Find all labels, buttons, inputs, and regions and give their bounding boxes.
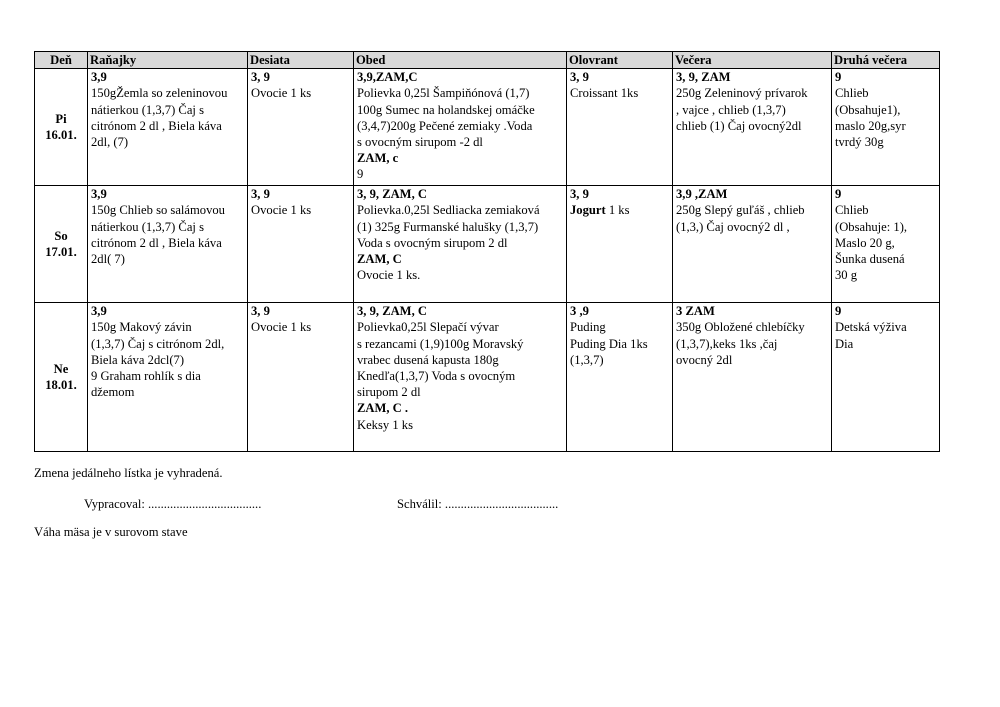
allergens: 3, 9: [251, 304, 270, 319]
vecera-cell: [673, 303, 832, 452]
meal-line: Ovocie 1 ks: [251, 320, 312, 335]
meal-line: 150g Makový závin: [91, 320, 192, 335]
meal-line: Voda s ovocným sirupom 2 dl: [357, 235, 508, 250]
allergens: 9: [835, 304, 842, 319]
meal-line: [570, 202, 670, 218]
day-date: 17.01.: [45, 245, 77, 260]
meal-line: Ovocie 1 ks.: [357, 268, 421, 283]
desiata-cell: [248, 303, 354, 452]
meal-line: sirupom 2 dl: [357, 385, 421, 400]
meal-line: tvrdý 30g: [835, 135, 884, 150]
ranajky-cell: [88, 69, 248, 186]
allergens: 3,9,ZAM,C: [357, 70, 418, 85]
meal-line: (1,3,7): [570, 352, 604, 367]
header-druha-vecera: Druhá večera: [832, 52, 940, 69]
day-cell: [35, 69, 88, 186]
meal-line: chlieb (1) Čaj ovocný2dl: [676, 118, 802, 133]
meal-line: Chlieb: [835, 86, 869, 101]
day-date: 18.01.: [45, 378, 77, 393]
vecera-cell: [673, 186, 832, 303]
meal-line: nátierkou (1,3,7) Čaj s: [91, 102, 204, 117]
day-name: So: [54, 229, 68, 243]
meal-line: 9 Graham rohlík s dia: [91, 369, 201, 384]
allergens: ZAM, c: [357, 151, 399, 166]
header-ranajky: Raňajky: [88, 52, 248, 69]
header-olovrant: Olovrant: [567, 52, 673, 69]
desiata-cell: [248, 186, 354, 303]
meal-line: , vajce , chlieb (1,3,7): [676, 102, 786, 117]
druha-vecera-cell: [832, 303, 940, 452]
ranajky-cell: [88, 186, 248, 303]
allergens: 3,9: [91, 187, 107, 202]
meal-line: s ovocným sirupom -2 dl: [357, 135, 483, 150]
allergens: ZAM, C: [357, 252, 402, 267]
meal-line: 30 g: [835, 268, 858, 283]
ranajky-cell: [88, 303, 248, 452]
obed-cell: [354, 69, 567, 186]
meal-line: (1,3,) Čaj ovocný2 dl ,: [676, 219, 790, 234]
table-row: [35, 186, 940, 303]
meal-line: citrónom 2 dl , Biela káva: [91, 118, 222, 133]
meal-line: (Obsahuje1),: [835, 102, 901, 117]
meal-line: Chlieb: [835, 203, 869, 218]
obed-cell: [354, 186, 567, 303]
olovrant-cell: [567, 303, 673, 452]
day-name: Pi: [55, 112, 67, 126]
meal-line: (1,3,7) Čaj s citrónom 2dl,: [91, 336, 225, 351]
meal-line: Šunka dusená: [835, 252, 905, 267]
meal-line: Polievka.0,25l Sedliacka zemiaková: [357, 203, 540, 218]
header-vecera: Večera: [673, 52, 832, 69]
allergens: 3,9: [91, 70, 107, 85]
meal-line: Maslo 20 g,: [835, 235, 895, 250]
meal-line: 350g Obložené chlebíčky: [676, 320, 805, 335]
allergens: 3, 9: [570, 187, 589, 202]
meal-line: 150g Chlieb so salámovou: [91, 203, 225, 218]
meal-line: Polievka0,25l Slepačí vývar: [357, 320, 499, 335]
druha-vecera-cell: [832, 69, 940, 186]
meal-line: 9: [357, 167, 364, 182]
meal-line: 100g Sumec na holandskej omáčke: [357, 102, 535, 117]
day-cell: [35, 303, 88, 452]
header-obed: Obed: [354, 52, 567, 69]
header-den: Deň: [35, 52, 88, 69]
meal-line: vrabec dusená kapusta 180g: [357, 352, 499, 367]
day-name: Ne: [53, 362, 69, 376]
meal-line: maslo 20g,syr: [835, 118, 906, 133]
desiata-cell: [248, 69, 354, 186]
meal-line: 250g Slepý guľáš , chlieb: [676, 203, 805, 218]
meal-line: Ovocie 1 ks: [251, 86, 312, 101]
olovrant-cell: [567, 186, 673, 303]
meal-line: (1) 325g Furmanské halušky (1,3,7): [357, 219, 539, 234]
meal-line: džemom: [91, 385, 135, 400]
meal-line: 2dl, (7): [91, 135, 129, 150]
meal-line: Croissant 1ks: [570, 86, 639, 101]
allergens: 3, 9, ZAM: [676, 70, 731, 85]
allergens: 3, 9, ZAM, C: [357, 187, 427, 202]
day-cell: [35, 186, 88, 303]
meal-line: Ovocie 1 ks: [251, 203, 312, 218]
meal-line: Polievka 0,25l Šampiňónová (1,7): [357, 86, 530, 101]
meal-line: 2dl( 7): [91, 252, 125, 267]
header-desiata: Desiata: [248, 52, 354, 69]
meal-item-rest: 1 ks: [605, 203, 630, 218]
change-note: Zmena jedálneho lístka je vyhradená.: [34, 466, 223, 480]
meal-line: Keksy 1 ks: [357, 417, 413, 432]
meal-line: (3,4,7)200g Pečené zemiaky .Voda: [357, 118, 533, 133]
meal-line: Puding Dia 1ks: [570, 336, 648, 351]
meal-line: Dia: [835, 336, 854, 351]
meal-item-bold: Jogurt: [570, 203, 606, 218]
approved-by: Schválil: ....................................: [397, 497, 559, 511]
meal-line: Knedľa(1,3,7) Voda s ovocným: [357, 369, 516, 384]
druha-vecera-cell: [832, 186, 940, 303]
allergens: 3,9 ,ZAM: [676, 187, 728, 202]
meal-line: Detská výživa: [835, 320, 907, 335]
allergens: 3, 9: [251, 70, 270, 85]
header-row: [35, 52, 940, 69]
olovrant-cell: [567, 69, 673, 186]
allergens: ZAM, C .: [357, 401, 409, 416]
prepared-by: Vypracoval: ....................................: [84, 497, 262, 511]
meal-line: s rezancami (1,9)100g Moravský: [357, 336, 524, 351]
vecera-cell: [673, 69, 832, 186]
table-row: [35, 69, 940, 186]
allergens: 3, 9: [570, 70, 589, 85]
allergens: 9: [835, 187, 842, 202]
allergens: 3, 9: [251, 187, 270, 202]
menu-table: [34, 51, 940, 452]
meal-line: Puding: [570, 320, 606, 335]
meal-line: Biela káva 2dcl(7): [91, 352, 185, 367]
meal-line: ovocný 2dl: [676, 352, 733, 367]
meal-line: citrónom 2 dl , Biela káva: [91, 235, 222, 250]
allergens: 3 ZAM: [676, 304, 715, 319]
table-row: [35, 303, 940, 452]
allergens: 9: [835, 70, 842, 85]
meal-line: (Obsahuje: 1),: [835, 219, 908, 234]
meal-line: nátierkou (1,3,7) Čaj s: [91, 219, 204, 234]
meal-line: 250g Zeleninový prívarok: [676, 86, 808, 101]
allergens: 3, 9, ZAM, C: [357, 304, 427, 319]
weight-note: Váha mäsa je v surovom stave: [34, 525, 188, 539]
obed-cell: [354, 303, 567, 452]
allergens: 3 ,9: [570, 304, 589, 319]
meal-line: (1,3,7),keks 1ks ,čaj: [676, 336, 778, 351]
meal-line: 150gŽemla so zeleninovou: [91, 86, 228, 101]
allergens: 3,9: [91, 304, 107, 319]
day-date: 16.01.: [45, 128, 77, 143]
